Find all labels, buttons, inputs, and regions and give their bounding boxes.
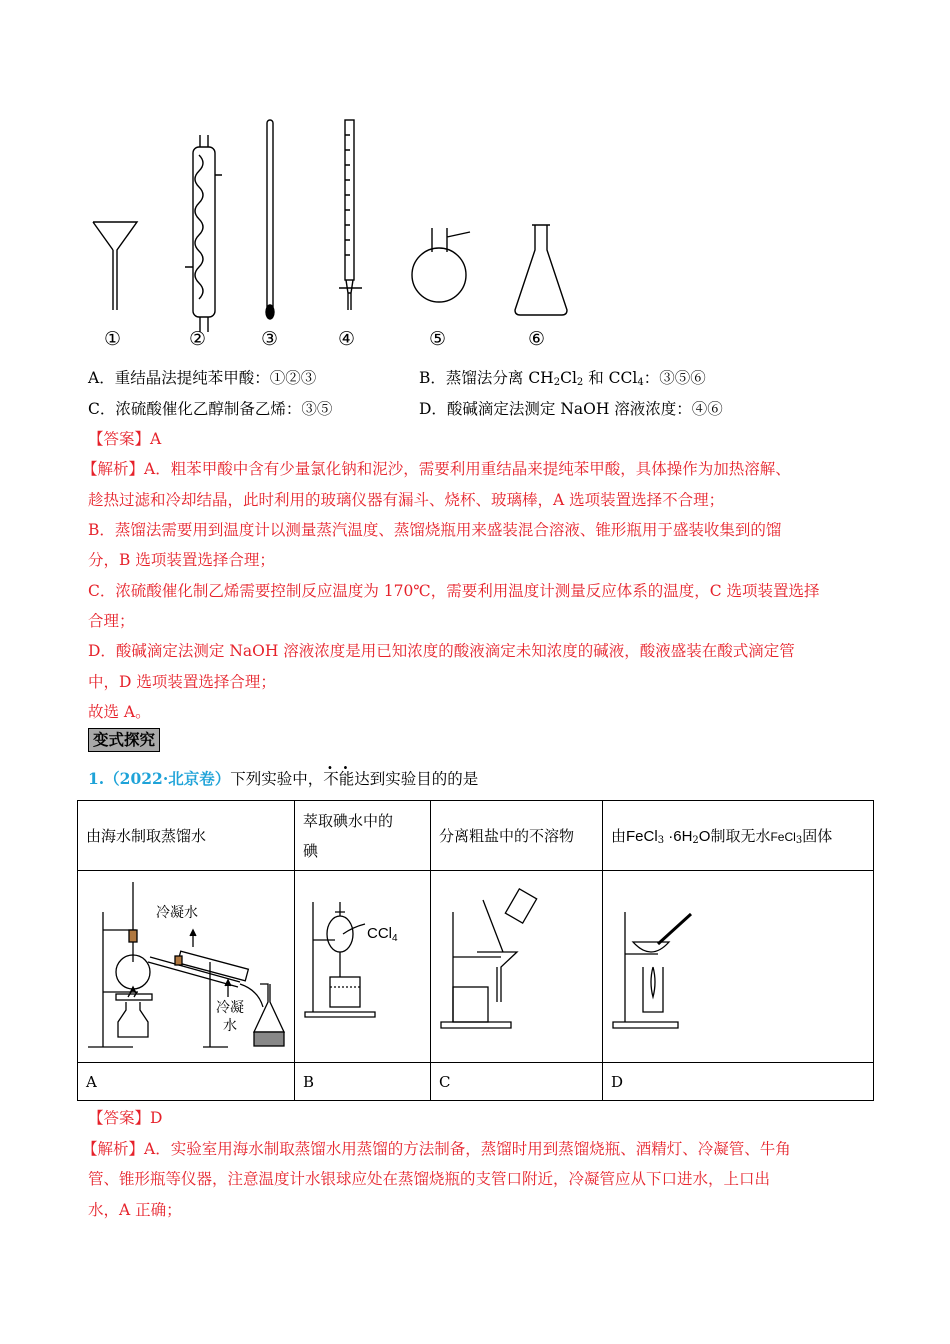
- separatory-funnel-setup: [295, 872, 430, 1062]
- section-tag: 变式探究: [88, 728, 160, 752]
- figure-d: [603, 871, 874, 1063]
- option-a: A．重结晶法提纯苯甲酸：①②③: [88, 369, 317, 387]
- analysis-line: 故选 A。: [88, 703, 151, 721]
- header-a: 由海水制取蒸馏水: [78, 801, 295, 871]
- apparatus-label: ⑥: [528, 328, 546, 350]
- filtration-setup: [431, 872, 602, 1062]
- option-d: D．酸碱滴定法测定 NaOH 溶液浓度：④⑥: [419, 400, 723, 418]
- analysis-line: 水，A 正确；: [88, 1201, 182, 1219]
- apparatus-figure: [80, 110, 620, 355]
- analysis-line: 合理；: [88, 612, 135, 630]
- ccl4-label: CCl$_4$: [367, 924, 398, 944]
- figure-b: [295, 871, 431, 1063]
- condenser-water-label: 凝: [230, 999, 244, 1016]
- answer-1: 【答案】A: [88, 430, 162, 448]
- option-label-b: B: [295, 1063, 431, 1101]
- option-label-d: D: [603, 1063, 874, 1101]
- analysis-line: 趁热过滤和冷却结晶，此时利用的玻璃仪器有漏斗、烧杯、玻璃棒，A 选项装置选择不合理；: [88, 491, 725, 509]
- option-label-c: C: [431, 1063, 603, 1101]
- analysis-line: 管、锥形瓶等仪器，注意温度计水银球应处在蒸馏烧瓶的支管口附近，冷凝管应从下口进水，上口出: [88, 1170, 771, 1188]
- figure-c: [431, 871, 603, 1063]
- analysis-line: 中，D 选项装置选择合理；: [88, 673, 276, 691]
- analysis-line: 【解析】A．实验室用海水制取蒸馏水用蒸馏的方法制备，蒸馏时用到蒸馏烧瓶、酒精灯、冷凝管、牛角: [82, 1140, 791, 1158]
- distillation-setup: [78, 872, 294, 1062]
- answer-2: 【答案】D: [88, 1109, 163, 1127]
- apparatus-label: ②: [189, 328, 207, 350]
- apparatus-label: ⑤: [429, 328, 447, 350]
- question-2: 1.（2022·北京卷）下列实验中，不能达到实验目的的是: [88, 769, 479, 788]
- apparatus-label: ④: [338, 328, 356, 350]
- header-c: 分离粗盐中的不溶物: [431, 801, 603, 871]
- figure-a: [78, 871, 295, 1063]
- apparatus-label: ①: [104, 328, 122, 350]
- analysis-line: D．酸碱滴定法测定 NaOH 溶液浓度是用已知浓度的酸液滴定未知浓度的碱液，酸液盛装在酸式滴定管: [88, 642, 795, 660]
- apparatus-label: ③: [261, 328, 279, 350]
- condenser-water-label: 冷凝水: [156, 904, 198, 921]
- header-b: 萃取碘水中的 碘: [295, 801, 431, 871]
- condenser-water-label: 水: [223, 1017, 237, 1034]
- option-b: B．蒸馏法分离 $CH_2Cl_2$ 和 CCl$_4$：③⑤⑥: [419, 369, 706, 388]
- option-label-a: A: [78, 1063, 295, 1101]
- analysis-line: 分，B 选项装置选择合理；: [88, 551, 275, 569]
- option-c: C．浓硫酸催化乙醇制备乙烯：③⑤: [88, 400, 333, 418]
- condenser-water-label: 冷: [216, 999, 230, 1016]
- evaporation-setup: [603, 872, 873, 1062]
- analysis-line: B．蒸馏法需要用到温度计以测量蒸汽温度、蒸馏烧瓶用来盛装混合溶液、锥形瓶用于盛装收集到的馏: [88, 521, 782, 539]
- analysis-line: 【解析】A．粗苯甲酸中含有少量氯化钠和泥沙，需要利用重结晶来提纯苯甲酸，具体操作为加热溶解、: [82, 460, 791, 478]
- experiment-table: [77, 800, 874, 1101]
- header-d: 由FeCl$_3$ $\cdot 6H_2O$制取无水FeCl$_3$固体: [603, 801, 874, 871]
- analysis-line: C．浓硫酸催化制乙烯需要控制反应温度为 170℃，需要利用温度计测量反应体系的温度，C 选项装置选择: [88, 582, 820, 600]
